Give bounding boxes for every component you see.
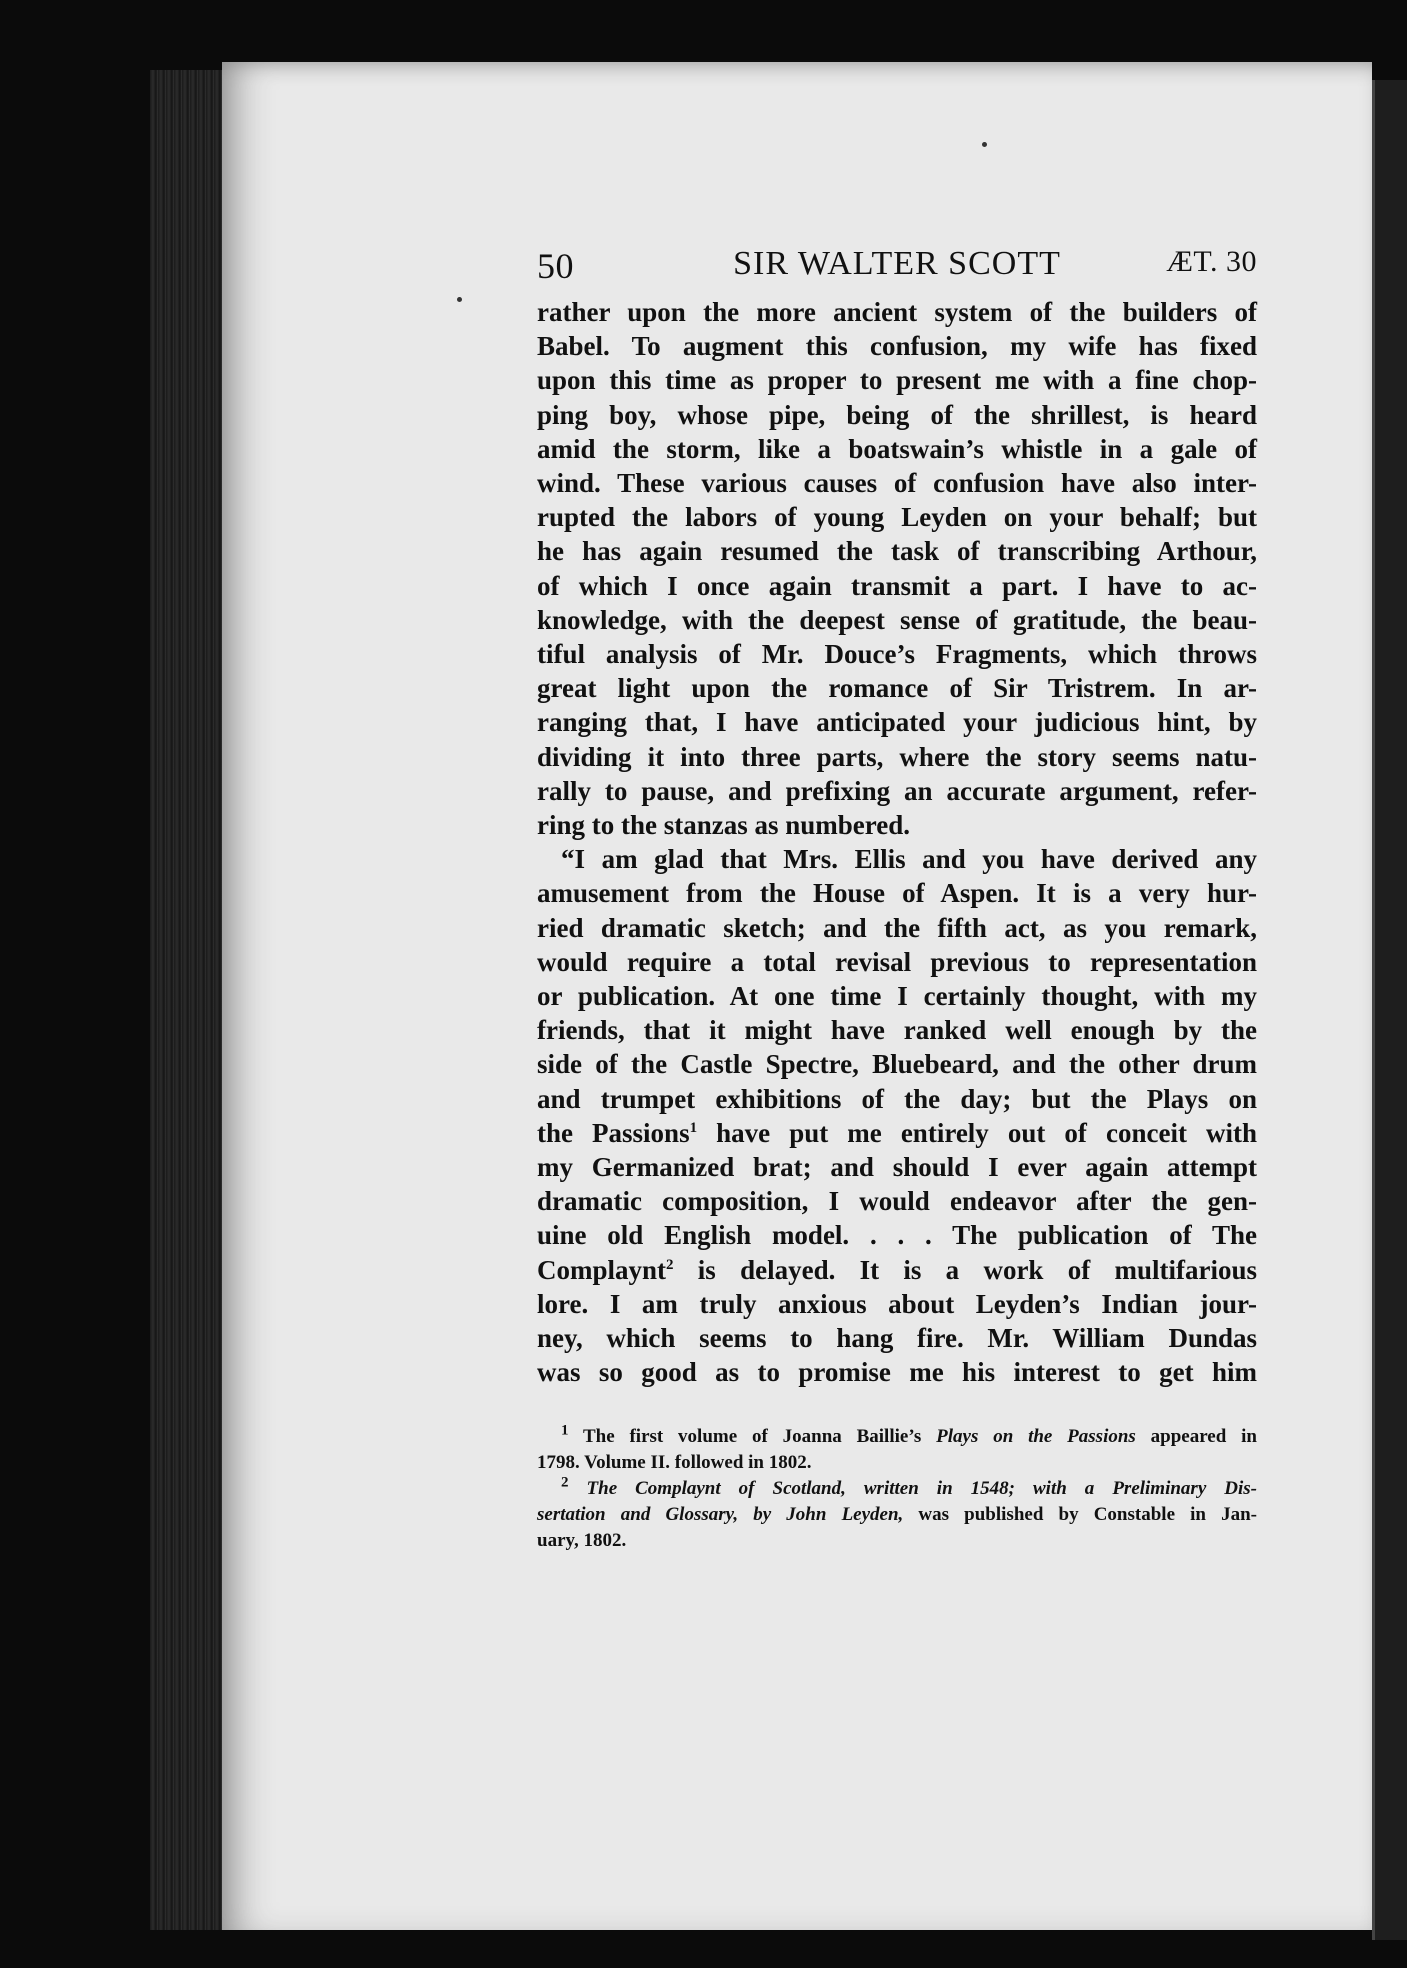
text-line: amusement from the House of Aspen. It is a very hur-	[537, 878, 1257, 909]
text-line: rather upon the more ancient system of the builders of	[537, 297, 1257, 327]
book-fore-edge	[150, 70, 230, 1930]
text-line: was so good as to promise me his interest to get him	[537, 1357, 1257, 1388]
text-line: ranging that, I have anticipated your judicious hint, by	[537, 707, 1257, 738]
text-line: my Germanized brat; and should I ever again attempt	[537, 1152, 1257, 1183]
text-line: and trumpet exhibitions of the day; but the Plays on	[537, 1083, 1257, 1114]
text-line	[537, 1116, 1257, 1150]
page-speck	[457, 297, 462, 302]
footnotes	[537, 1424, 1257, 1554]
text-line	[537, 1253, 1257, 1287]
text-line: lore. I am truly anxious about Leyden’s Indian jour-	[537, 1288, 1257, 1319]
footnote-text: The first volume of Joanna Baillie’s	[582, 1425, 937, 1447]
text-line: side of the Castle Spectre, Bluebeard, and the other drum	[537, 1049, 1257, 1080]
text-line: upon this time as proper to present me with a fine chop-	[537, 365, 1257, 396]
facing-page-edge	[1372, 80, 1407, 1940]
book-page	[222, 62, 1372, 1930]
text-line: dramatic composition, I would endeavor after the gen-	[537, 1186, 1257, 1217]
footnote-mark: 2	[666, 1256, 674, 1273]
text-line: or publication. At one time I certainly thought, with my	[537, 981, 1257, 1012]
footnote-number: 1	[561, 1422, 569, 1439]
footnote-2-cont	[537, 1502, 1257, 1528]
footnote-text: appeared in	[1135, 1425, 1257, 1447]
footnote-title: Plays on the Passions	[936, 1425, 1136, 1447]
footnote-title: sertation and Glossary, by John Leyden,	[537, 1503, 904, 1525]
text-line: “I am glad that Mrs. Ellis and you have derived any	[561, 844, 1257, 875]
page-speck	[982, 142, 987, 147]
text-fragment: the Passions	[537, 1117, 690, 1148]
text-line: would require a total revisal previous to representation	[537, 946, 1257, 977]
body-text	[537, 295, 1257, 1390]
text-line: rupted the labors of young Leyden on your behalf; but	[537, 502, 1257, 533]
text-line: rally to pause, and prefixing an accurate argument, refer-	[537, 775, 1257, 806]
footnote-mark: 1	[689, 1119, 698, 1136]
footnote-title: The Complaynt of Scotland, written in 1548; with a Preliminary Dis-	[586, 1477, 1257, 1499]
text-line: great light upon the romance of Sir Tristrem. In ar-	[537, 673, 1257, 704]
footnote-2	[537, 1476, 1257, 1502]
text-line: ping boy, whose pipe, being of the shrillest, is heard	[537, 399, 1257, 430]
text-fragment: Complaynt	[537, 1254, 667, 1285]
age-marker: ÆT. 30	[1166, 245, 1257, 278]
text-fragment: is delayed. It is a work of multifarious	[697, 1254, 1257, 1285]
running-head	[537, 245, 1257, 295]
footnote-text: was published by Constable in Jan-	[903, 1503, 1258, 1525]
text-line: tiful analysis of Mr. Douce’s Fragments, which throws	[537, 639, 1257, 670]
text-line: amid the storm, like a boatswain’s whistle in a gale of	[537, 433, 1257, 464]
text-line: ried dramatic sketch; and the fifth act, as you remark,	[537, 912, 1257, 943]
text-line: friends, that it might have ranked well enough by the	[537, 1015, 1257, 1046]
footnote-2-end: uary, 1802.	[537, 1529, 627, 1551]
text-line: wind. These various causes of confusion have also inter-	[537, 468, 1257, 499]
page-content	[537, 245, 1257, 1554]
page-number: 50	[537, 246, 574, 286]
text-line: dividing it into three parts, where the story seems natu-	[537, 741, 1257, 772]
text-line: he has again resumed the task of transcribing Arthour,	[537, 536, 1257, 567]
text-line: Babel. To augment this confusion, my wife has fixed	[537, 331, 1257, 362]
text-fragment: have put me entirely out of conceit with	[716, 1117, 1257, 1148]
text-line: knowledge, with the deepest sense of gratitude, the beau-	[537, 604, 1257, 635]
footnote-number: 2	[561, 1474, 569, 1491]
footnote-1-cont: 1798. Volume II. followed in 1802.	[537, 1451, 812, 1473]
text-line: uine old English model. . . . The publication of The	[537, 1220, 1257, 1251]
text-line: of which I once again transmit a part. I have to ac-	[537, 570, 1257, 601]
text-line: ney, which seems to hang fire. Mr. William Dundas	[537, 1323, 1257, 1354]
text-line: ring to the stanzas as numbered.	[537, 810, 911, 841]
running-title: SIR WALTER SCOTT	[733, 245, 1061, 282]
footnote-1	[537, 1424, 1257, 1450]
